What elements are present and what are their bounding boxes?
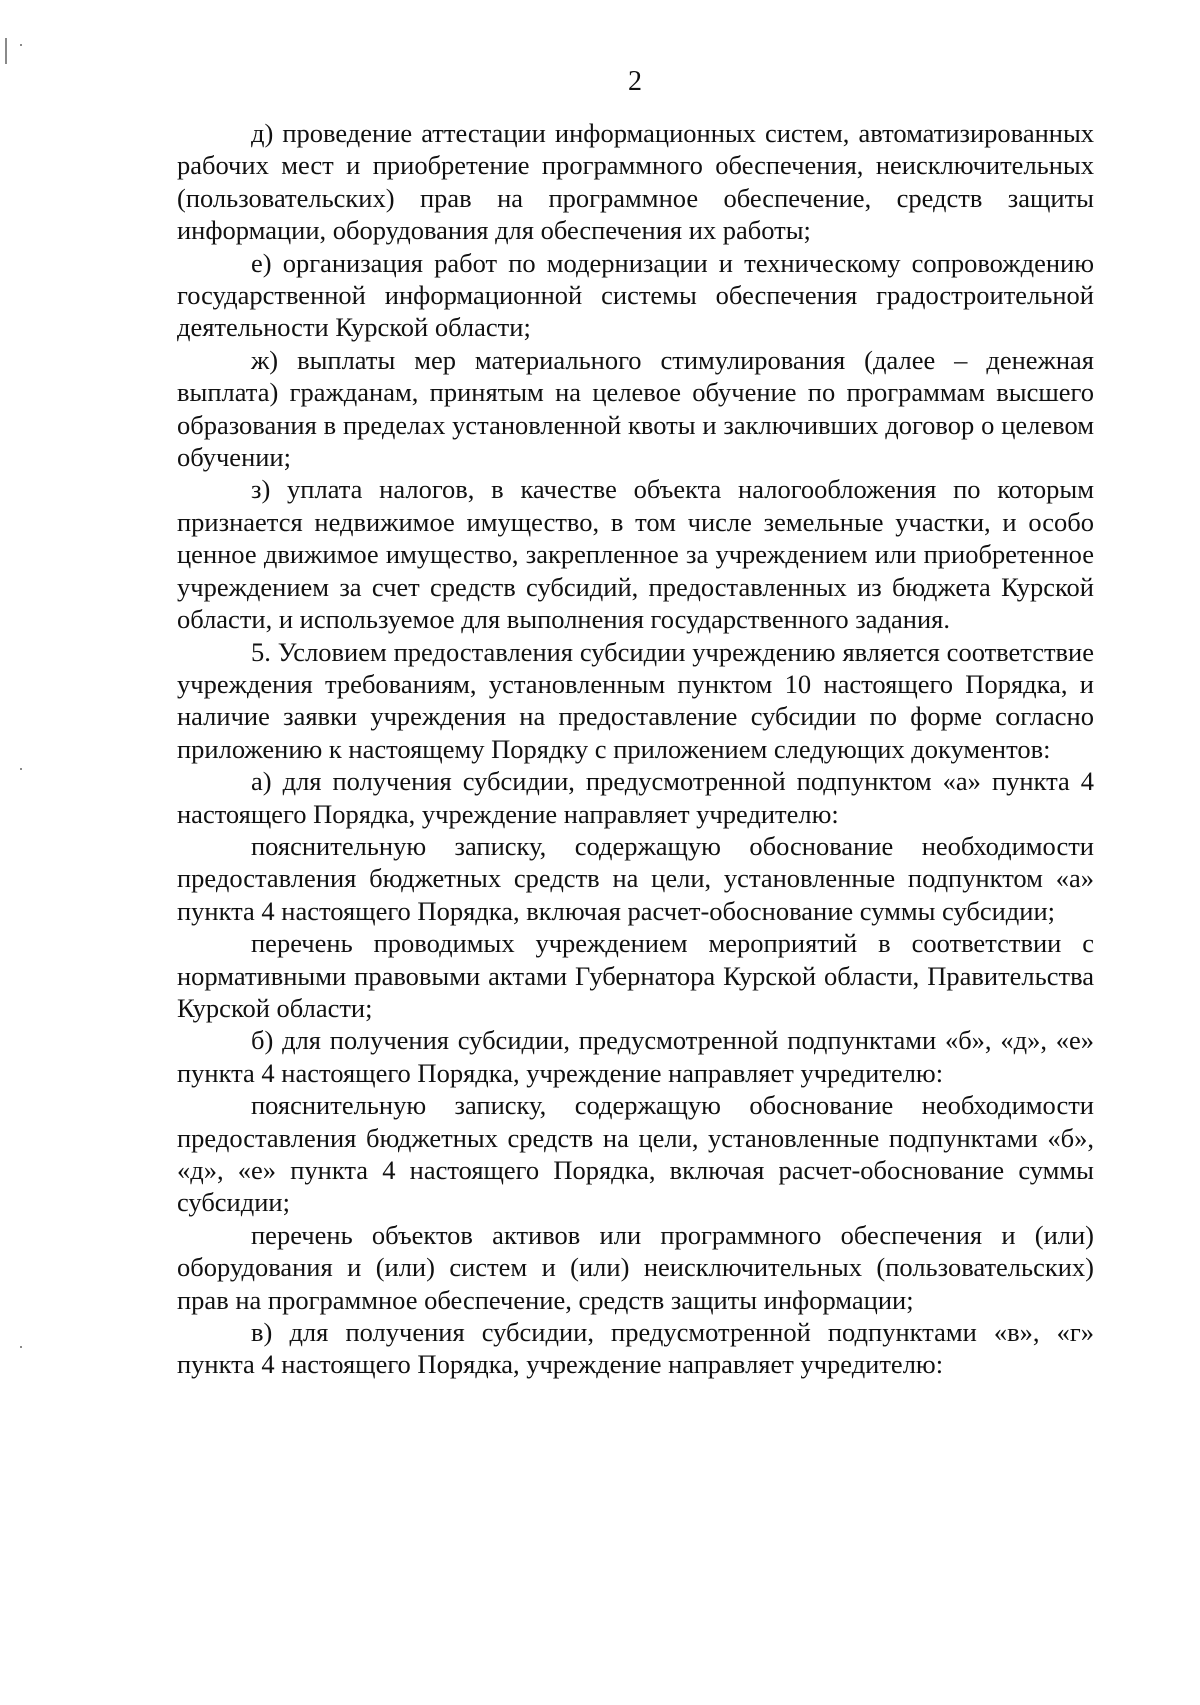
paragraph-subclause-v: в) для получения субсидии, предусмотренной подпунктами «в», «г» пункта 4 настоящего Порядка, учреждение направляет учредителю:: [177, 1317, 1094, 1380]
scan-dot: [20, 768, 22, 770]
paragraph-clause-5: 5. Условием предоставления субсидии учреждению является соответствие учреждения требованиям, установленным пунктом 10 настоящего Порядка, и наличие заявки учреждения на предоставление субсидии по форме согласно приложению к настоящему Порядку с приложением следующих документов:: [177, 636, 1094, 764]
paragraph-explanatory-note-b: пояснительную записку, содержащую обоснование необходимости предоставления бюджетных средств на цели, установленные подпунктами «б», «д», «е» пункта 4 настоящего Порядка, включая расчет-обоснование суммы субсидии;: [177, 1090, 1094, 1218]
scan-edge-mark: [5, 38, 7, 64]
paragraph-events-list: перечень проводимых учреждением мероприятий в соответствии с нормативными правовыми актами Губернатора Курской области, Правительства Курской области;: [177, 928, 1094, 1023]
paragraph-subclause-a: а) для получения субсидии, предусмотренной подпунктом «а» пункта 4 настоящего Порядка, учреждение направляет учредителю:: [177, 766, 1094, 829]
scan-dot: [20, 44, 22, 46]
paragraph-subclause-b: б) для получения субсидии, предусмотренной подпунктами «б», «д», «е» пункта 4 настоящего Порядка, учреждение направляет учредителю:: [177, 1025, 1094, 1088]
paragraph-item-z: з) уплата налогов, в качестве объекта налогообложения по которым признается недвижимое имущество, в том числе земельные участки, и особо ценное движимое имущество, закрепленное за учреждением или приобретенное учреждением за счет средств субсидий, предоставленных из бюджета Курской области, и используемое для выполнения государственного задания.: [177, 474, 1094, 635]
paragraph-assets-list: перечень объектов активов или программного обеспечения и (или) оборудования и (или) систем и (или) неисключительных (пользовательских) прав на программное обеспечение, средств защиты информации;: [177, 1219, 1094, 1315]
paragraph-item-zh: ж) выплаты мер материального стимулирования (далее – денежная выплата) гражданам, принятым на целевое обучение по программам высшего образования в пределах установленной квоты и заключивших договор о целевом обучении;: [177, 344, 1094, 473]
paragraph-item-e: е) организация работ по модернизации и техническому сопровождению государственной информационной системы обеспечения градостроительной деятельности Курской области;: [177, 247, 1094, 343]
paragraph-item-d: д) проведение аттестации информационных систем, автоматизированных рабочих мест и приобретение программного обеспечения, неисключительных (пользовательских) прав на программное обеспечение, средств защиты информации, оборудования для обеспечения их работы;: [177, 118, 1094, 246]
document-body: [177, 117, 1094, 1381]
paragraph-explanatory-note-a: пояснительную записку, содержащую обоснование необходимости предоставления бюджетных средств на цели, установленные подпунктом «а» пункта 4 настоящего Порядка, включая расчет-обоснование суммы субсидии;: [177, 830, 1094, 926]
page-number: 2: [628, 66, 642, 97]
scan-dot: [20, 1346, 22, 1348]
